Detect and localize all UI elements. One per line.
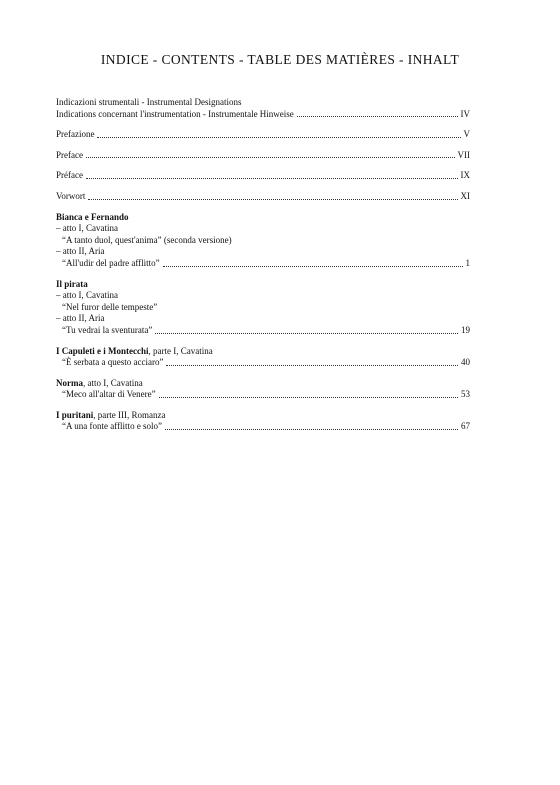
toc-page-number: 53 [461,389,470,400]
opera-title-pirata: Il pirata [56,278,88,289]
act-line: – atto II, Aria [56,246,105,257]
toc-page-number: 67 [461,421,470,432]
toc-page-number: IX [460,170,470,181]
aria-title: “A una fonte afflitto e solo” [62,421,163,432]
toc-entry-bianca [56,258,470,270]
toc-page-number: IV [460,108,470,119]
dot-leader [86,157,455,158]
toc-page-number: VII [457,149,470,160]
toc-label: Vorwort [56,190,86,201]
toc-label: Preface [56,149,83,160]
toc-page-number: XI [460,190,470,201]
toc-page-number: 1 [465,257,470,268]
toc-label: Prefazione [56,129,95,140]
table-of-contents [56,97,470,433]
toc-label: Indications concernant l'instrumentation - Instrumentale Hinweise [56,108,294,119]
toc-page-number: 19 [461,324,470,335]
dot-leader [97,137,460,138]
toc-entry-pirata [56,325,470,337]
aria-title: “Nel furor delle tempeste” [62,301,158,312]
act-line: – atto I, Cavatina [56,290,118,301]
dot-leader [163,266,463,267]
toc-label: Préface [56,170,83,181]
page-title: INDICE - CONTENTS - TABLE DES MATIÈRES - INHALT [100,52,460,67]
toc-page-number: 40 [461,357,470,368]
dot-leader [88,199,457,200]
dot-leader [86,178,458,179]
aria-title: “A tanto duol, quest'anima” (seconda versione) [62,234,232,245]
opera-heading-puritani: I puritani, parte III, Romanza [56,409,166,420]
dot-leader [155,333,458,334]
act-line: – atto II, Aria [56,313,105,324]
act-line: – atto I, Cavatina [56,223,118,234]
toc-entry-puritani [56,421,470,433]
toc-preface-fr [56,170,470,182]
dot-leader [297,116,458,117]
toc-instrumental-hinweise [56,109,470,121]
aria-title: “Tu vedrai la sventurata” [62,324,153,335]
toc-entry-capuleti [56,357,470,369]
dot-leader [166,365,458,366]
toc-page-number: V [463,129,470,140]
opera-title-bianca: Bianca e Fernando [56,211,129,222]
opera-heading-capuleti: I Capuleti e i Montecchi, parte I, Cavatina [56,345,213,356]
opera-heading-norma: Norma, atto I, Cavatina [56,377,143,388]
dot-leader [159,397,458,398]
aria-title: “Meco all'altar di Venere” [62,389,156,400]
aria-title: “All'udir del padre afflitto” [62,257,160,268]
toc-entry-norma [56,389,470,401]
toc-instrumental-designations: Indicazioni strumentali - Instrumental Designations [56,97,242,107]
dot-leader [165,429,458,430]
toc-preface-en [56,150,470,162]
aria-title: “È serbata a questo acciaro” [62,357,164,368]
toc-vorwort [56,191,470,203]
toc-prefazione [56,129,470,141]
